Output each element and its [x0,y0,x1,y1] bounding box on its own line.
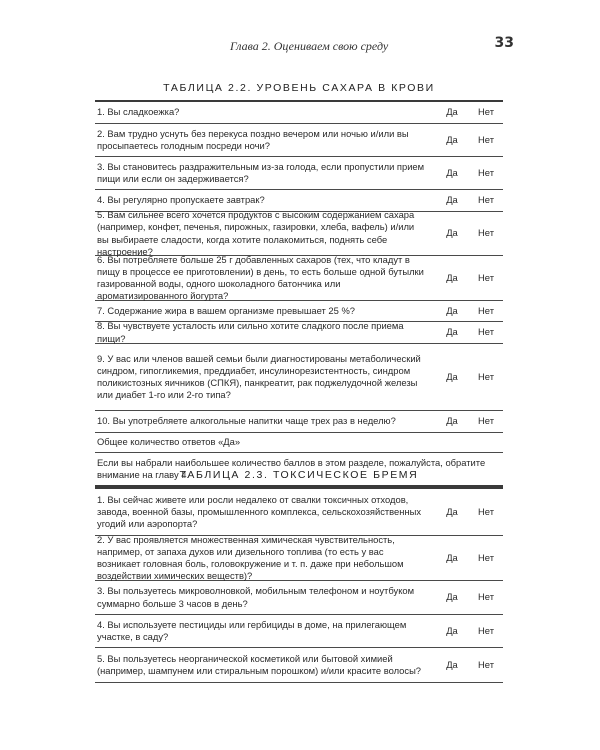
answer-yes: Да [446,271,458,283]
question-text: 10. Вы употребляете алкогольные напитки чаще трех раз в неделю? [97,415,396,427]
answer-yes: Да [446,624,458,636]
table-title: ТАБЛИЦА 2.2. УРОВЕНЬ САХАРА В КРОВИ [163,82,435,94]
question-text: 5. Вы пользуетесь неорганической косметикой или бытовой химией (например, шампунем или стиральным порошком) и/или красите волосы? [97,652,422,676]
answer-no: Нет [478,624,494,636]
table-toxic-burden [95,467,503,683]
question-text: 3. Вы пользуетесь микроволновкой, мобильным телефоном и ноутбуком суммарно больше 3 часов в день? [97,585,415,609]
answer-no: Нет [478,271,494,283]
answer-yes: Да [446,133,458,145]
table-blood-sugar [95,80,503,487]
question-text: 2. Вам трудно уснуть без перекуса поздно вечером или ночью и/или вы просыпаетесь голодным посреди ночи? [97,127,409,151]
question-text: 8. Вы чувствуете усталость или сильно хотите сладкого после приема пищи? [97,320,404,344]
answer-yes: Да [446,326,458,338]
table-row [95,648,503,683]
table-row [95,344,503,411]
table-row [95,102,503,124]
answer-no: Нет [478,133,494,145]
answer-no: Нет [478,370,494,382]
answer-yes: Да [446,370,458,382]
answer-yes: Да [446,304,458,316]
answer-no: Нет [478,591,494,603]
answer-no: Нет [478,304,494,316]
question-text: 3. Вы становитесь раздражительным из-за голода, если пропустили прием пищи или если он задерживается? [97,160,425,184]
answer-no: Нет [478,551,494,563]
question-text: 4. Вы используете пестициды или гербициды в доме, на прилегающем участке, в саду? [97,618,407,642]
answer-no: Нет [478,194,494,206]
answer-no: Нет [478,658,494,670]
total-label: Общее количество ответов «Да» [97,436,241,448]
question-text: 1. Вы сладкоежка? [97,106,180,118]
answer-yes: Да [446,551,458,563]
answer-no: Нет [478,415,494,427]
question-text: 5. Вам сильнее всего хочется продуктов с высоким содержанием сахара (например, конфет, печенья, пирожных, газировки, хлеба, вафель) и/или вы выбираете сладости, когда хотите полакомиться, поднять себе настроение? [97,209,415,257]
page-number: 33 [494,35,514,51]
answer-yes: Да [446,227,458,239]
answer-yes: Да [446,591,458,603]
answer-no: Нет [478,326,494,338]
question-text: 9. У вас или членов вашей семьи были диагностированы метаболический синдром, гипогликемия, преддиабет, инсулинорезистентность, синдром поликистозных яичников (СПКЯ), панкреатит, рак поджелудочной железы или диабет 1-го или 2-го типа? [97,352,421,401]
table-note: Если вы набрали наибольшее количество баллов в этом разделе, пожалуйста, обратите внимание на главу 4. [97,456,486,480]
question-text: 1. Вы сейчас живете или росли недалеко от свалки токсичных отходов, завода, военной базы, промышленного комплекса, сельскохозяйственных угодий или аэропорта? [97,493,422,530]
answer-yes: Да [446,505,458,517]
answer-no: Нет [478,227,494,239]
question-text: 6. Вы потребляете больше 25 г добавленных сахаров (тех, что кладут в пищу в процессе ее приготовлении) в день, то есть больше одной бутылки газированной воды, одного шоколадного батончика или ароматизированного йогурта? [97,253,424,302]
total-row [95,433,503,453]
table-row [95,157,503,190]
table-row [95,253,503,302]
table-row [95,533,503,582]
answer-no: Нет [478,106,494,118]
answer-yes: Да [446,658,458,670]
table-row [95,322,503,344]
question-text: 4. Вы регулярно пропускаете завтрак? [97,194,265,206]
answer-yes: Да [446,415,458,427]
table-row [95,581,503,615]
table-title: ТАБЛИЦА 2.3. ТОКСИЧЕСКОЕ БРЕМЯ [179,469,419,481]
running-title: Глава 2. Оцениваем свою среду [230,39,389,53]
table-row [95,615,503,648]
question-text: 7. Содержание жира в вашем организме превышает 25 %? [97,304,355,316]
question-text: 2. У вас проявляется множественная химическая чувствительность, например, от запаха духов или дизельного топлива (то есть у вас возникает головная боль, головокружение и т. п. даже при небольшом воздействии химических веществ)? [97,533,404,582]
table-row [95,411,503,433]
table-row [95,124,503,157]
answer-yes: Да [446,166,458,178]
answer-no: Нет [478,166,494,178]
answer-yes: Да [446,106,458,118]
answer-no: Нет [478,505,494,517]
answer-yes: Да [446,194,458,206]
page-header [90,37,514,57]
